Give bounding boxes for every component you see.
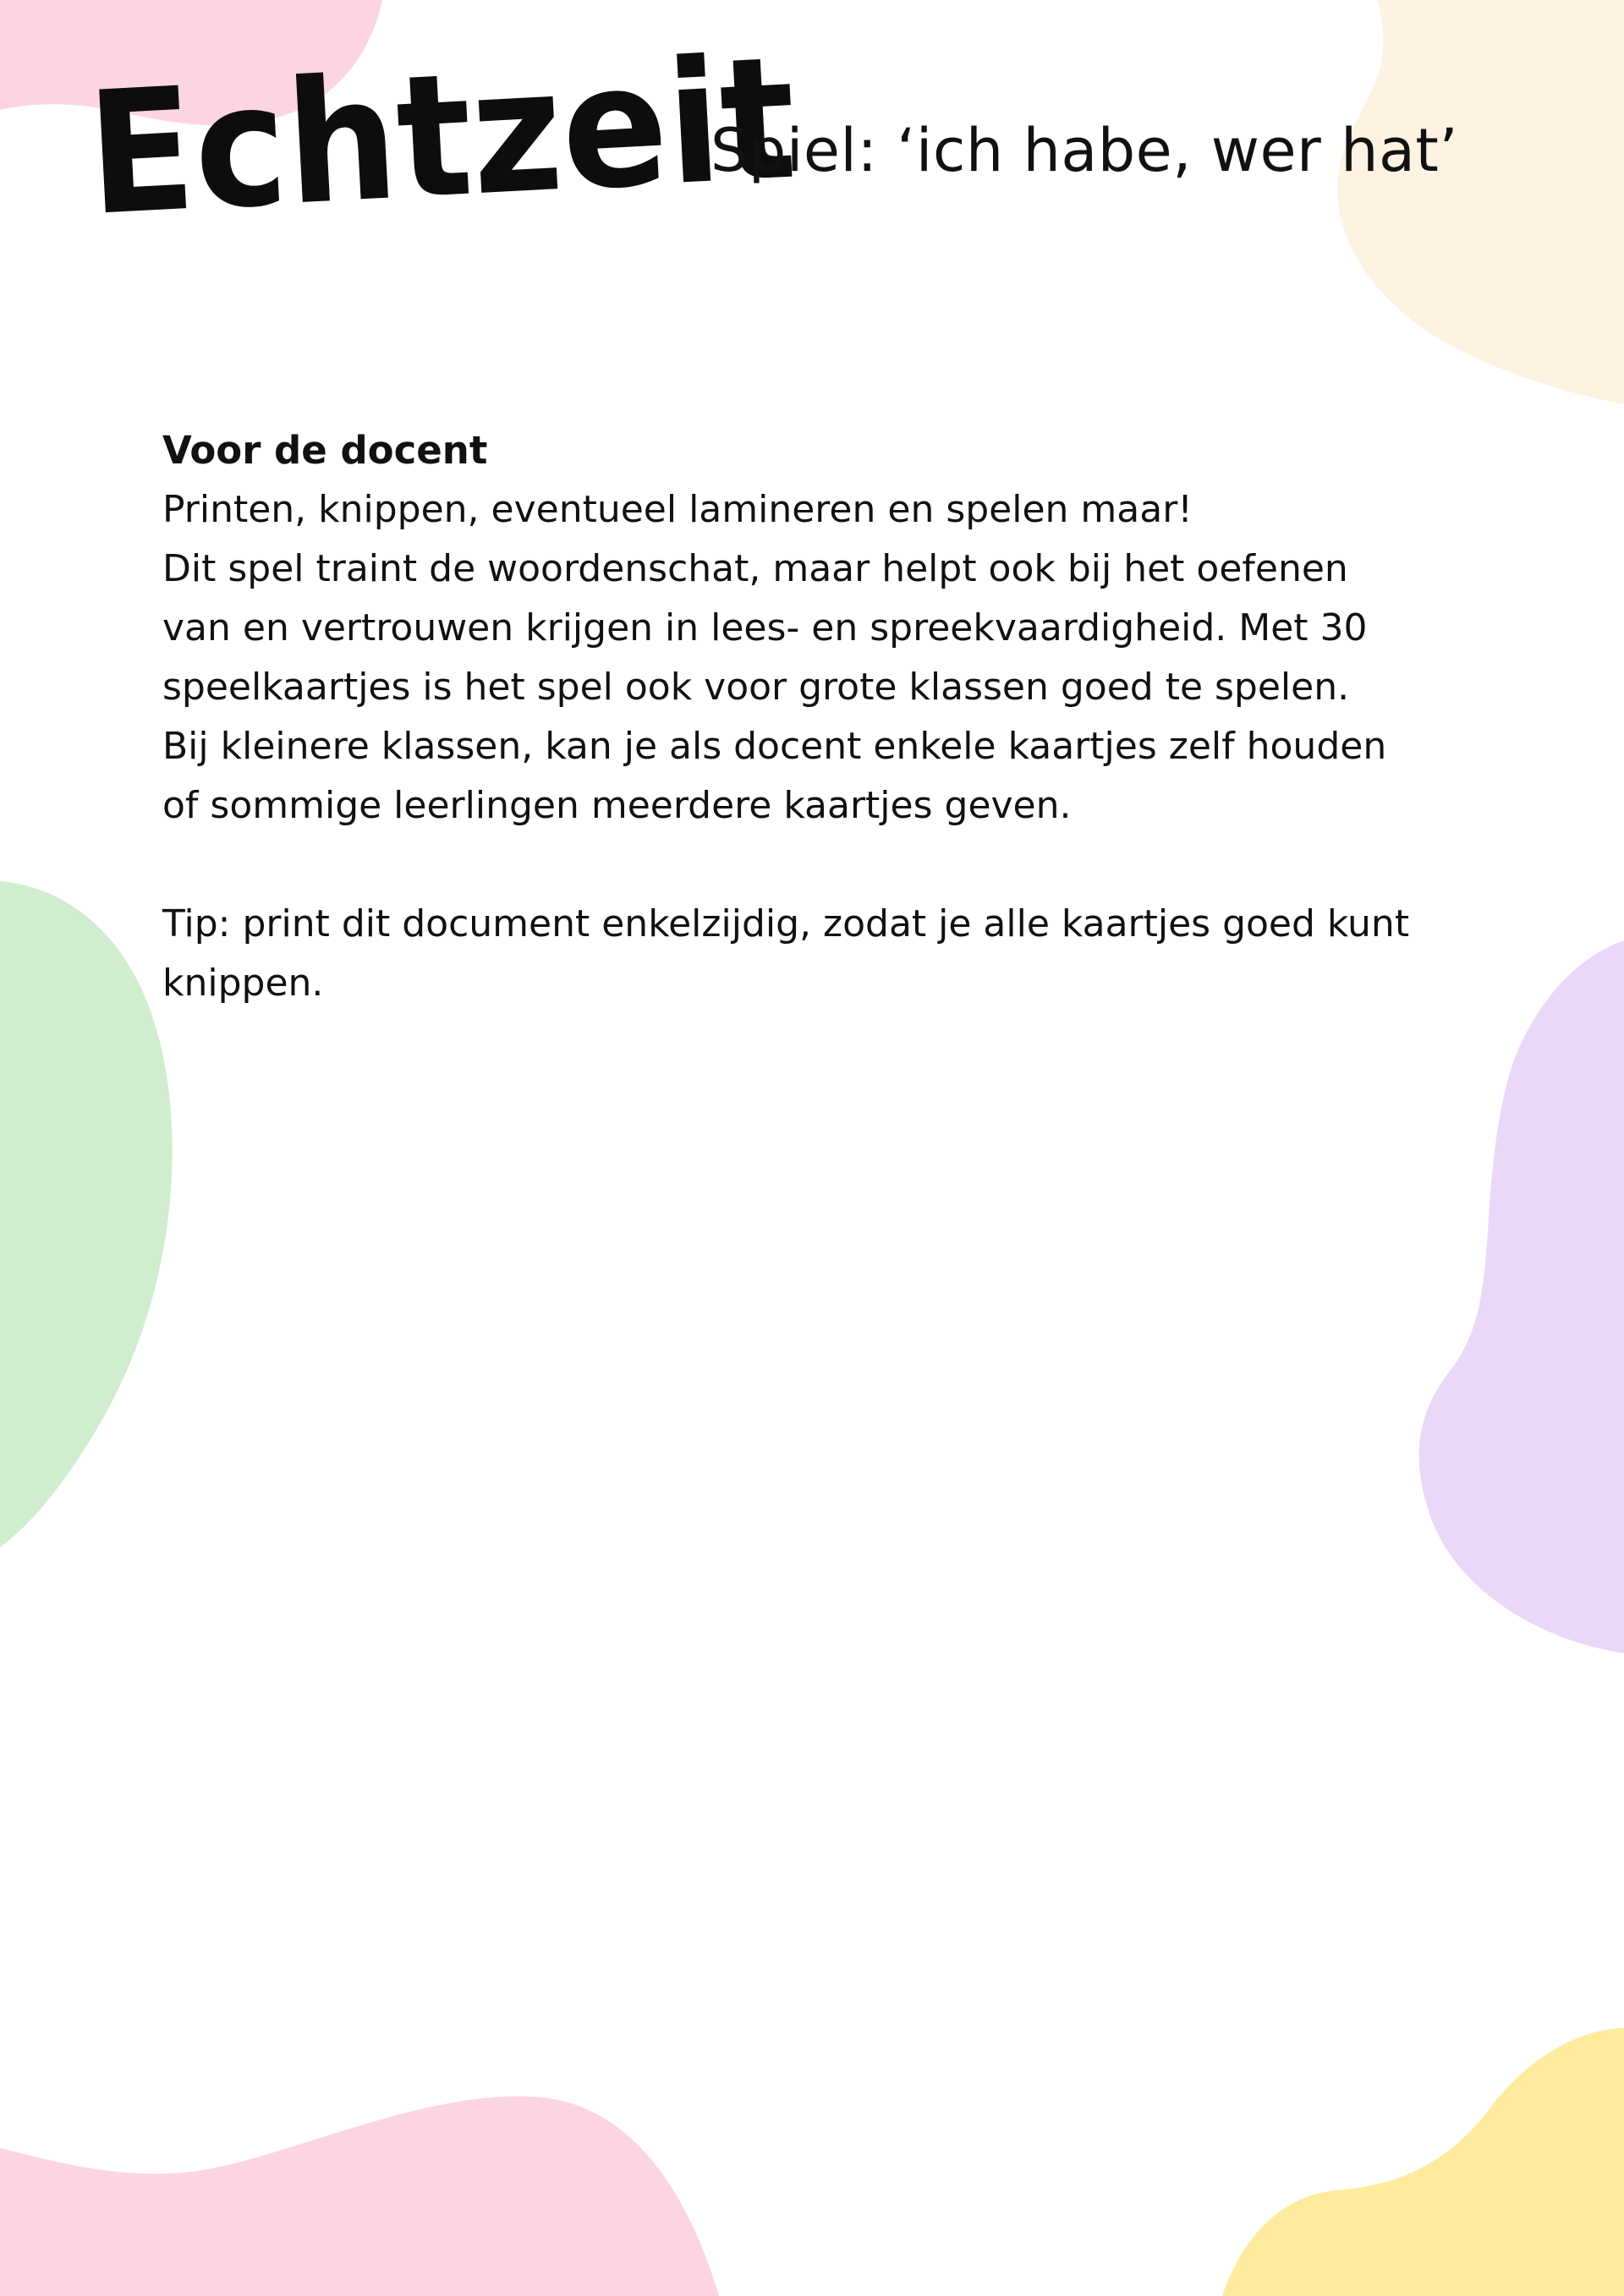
section-heading: Voor de docent <box>162 428 488 473</box>
blob-peach-top-right <box>1337 0 1624 404</box>
tip-line: Tip: print dit document enkelzijdig, zodat je alle kaartjes goed kunt <box>162 902 1410 945</box>
echtzeit-logo <box>83 20 800 254</box>
logo-text: Echtzeit <box>83 20 800 254</box>
body-line: speelkaartjes is het spel ook voor grote klassen goed te spelen. <box>162 666 1350 709</box>
section-body <box>162 480 1448 836</box>
page-title: Spiel: ‘ich habe, wer hat’ <box>710 116 1459 185</box>
tip-line: knippen. <box>162 962 324 1005</box>
blob-purple-right <box>1419 940 1624 1653</box>
tip-paragraph <box>162 895 1448 1013</box>
blob-yellow-bottom-right <box>1222 2028 1624 2296</box>
body-line: Printen, knippen, eventueel lamineren en spelen maar! <box>162 488 1193 531</box>
body-line: Bij kleinere klassen, kan je als docent enkele kaartjes zelf houden <box>162 725 1387 768</box>
blob-pink-bottom <box>0 2096 719 2296</box>
blob-green-left <box>0 881 173 1548</box>
body-line: Dit spel traint de woordenschat, maar helpt ook bij het oefenen <box>162 547 1348 590</box>
body-line: of sommige leerlingen meerdere kaartjes geven. <box>162 784 1072 827</box>
teacher-section <box>162 421 1448 1013</box>
body-line: van en vertrouwen krijgen in lees- en spreekvaardigheid. Met 30 <box>162 606 1368 649</box>
